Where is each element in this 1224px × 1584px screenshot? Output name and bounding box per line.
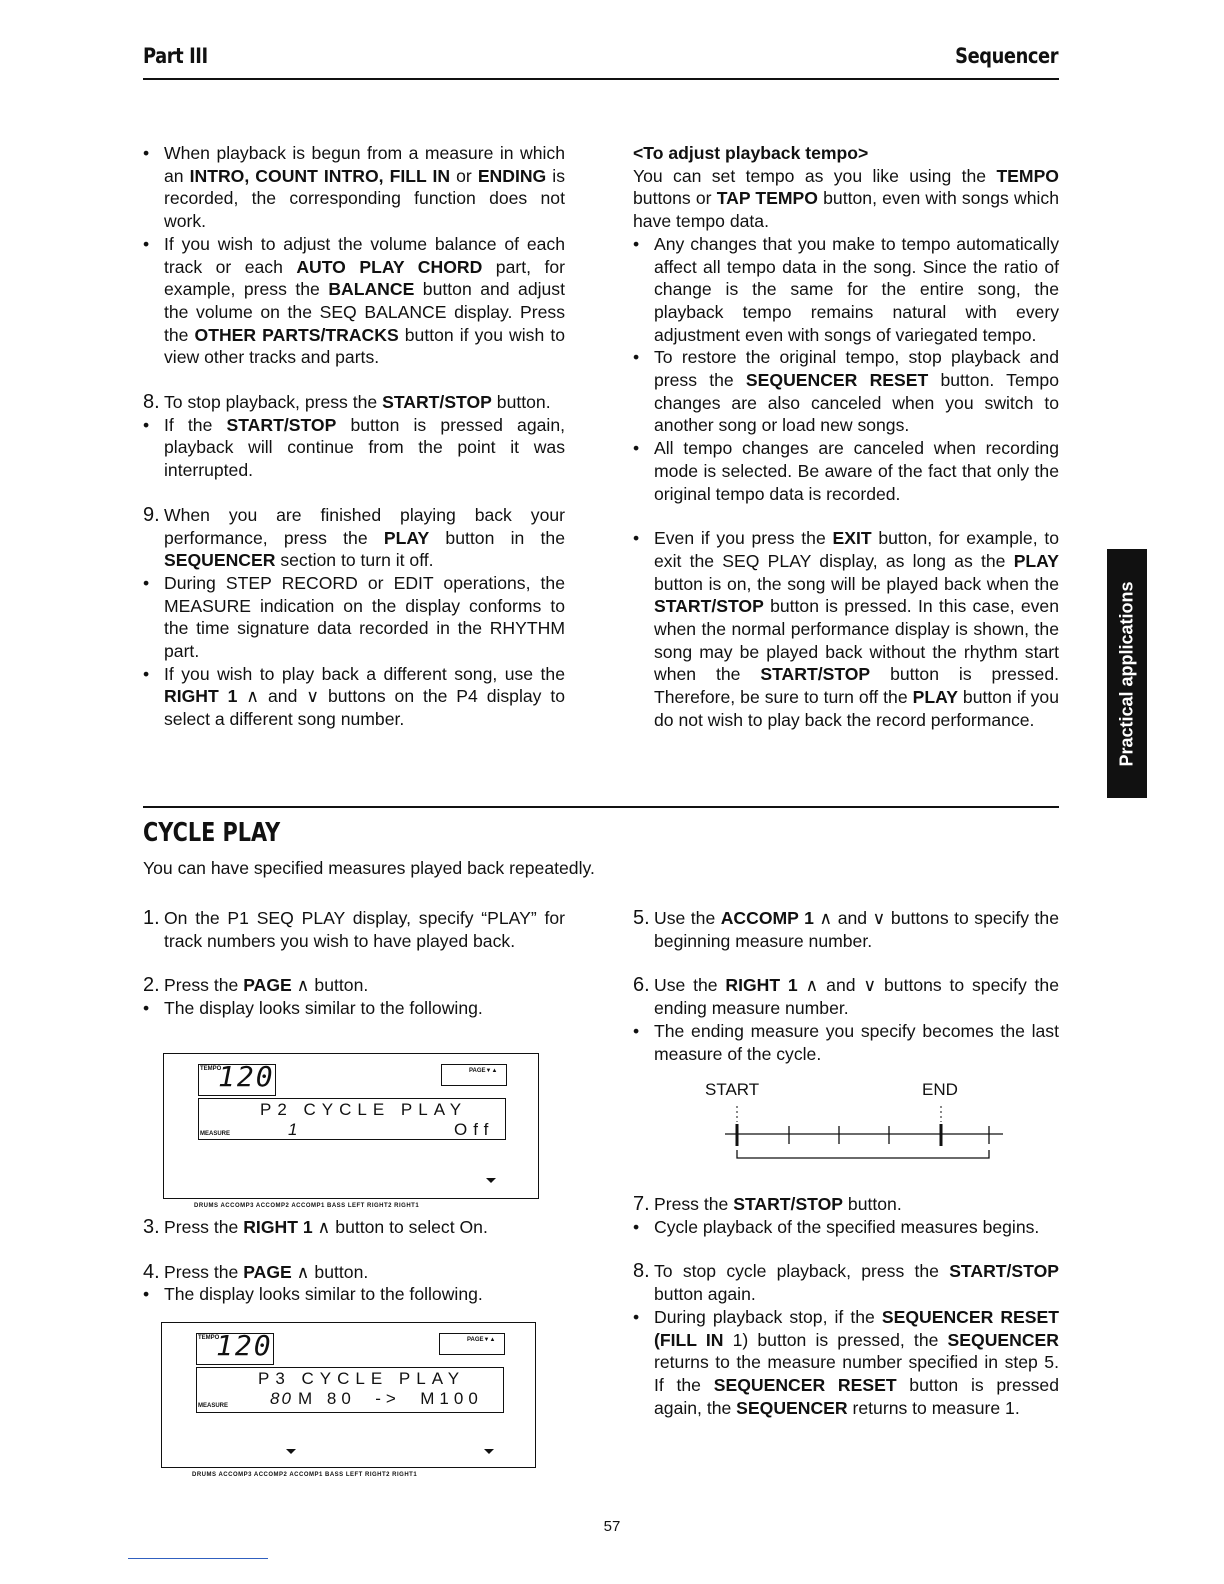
- side-tab: [1107, 549, 1147, 798]
- tempo-intro: You can set tempo as you like using the TEMPO buttons or TAP TEMPO button, even with songs which have tempo data.: [633, 165, 1059, 232]
- step-9: 9. When you are finished playing back your performance, press the PLAY button in the SEQUENCER section to turn it off.: [143, 503, 565, 571]
- diagram-start-label: START: [705, 1080, 760, 1099]
- cycle-step-7-bullet: • Cycle playback of the specified measures begins.: [633, 1216, 1059, 1239]
- bullet-startstop: • If the START/STOP button is pressed again, playback will continue from the point it was interrupted.: [143, 414, 565, 482]
- running-header-left: Part III: [143, 44, 208, 68]
- right-column: [633, 142, 1059, 732]
- lcd-value: Off: [454, 1120, 495, 1139]
- cycle-right-column-2: [633, 1193, 1059, 1419]
- lcd-button-labels: DRUMS ACCOMP3 ACCOMP2 ACCOMP1 BASS LEFT RIGHT2 RIGHT1: [194, 1203, 420, 1209]
- cycle-step-1: 1. On the P1 SEQ PLAY display, specify “PLAY” for track numbers you wish to have played back.: [143, 907, 565, 951]
- bullet-different-song: • If you wish to play back a different song, use the RIGHT 1 ∧ and ∨ buttons on the P4 display to select a different song number.: [143, 663, 565, 731]
- cycle-step-8-bullet: • During playback stop, if the SEQUENCER RESET (FILL IN 1) button is pressed, the SEQUENCER returns to the measure number specified in step 5. If the SEQUENCER RESET button is pressed again, the SEQUENCER returns to measure 1.: [633, 1306, 1059, 1420]
- cycle-step-3: 3. Press the RIGHT 1 ∧ button to select On.: [143, 1216, 488, 1238]
- bullet-exit: • Even if you press the EXIT button, for example, to exit the SEQ PLAY display, as long as the PLAY button is on, the song will be played back when the START/STOP button is pressed. In this case, even when the normal performance display is shown, the song may be played back without the rhythm start when the START/STOP button is pressed. Therefore, be sure to turn off the PLAY button if you do not wish to play back the record performance.: [633, 527, 1059, 731]
- measure-value: 1: [288, 1120, 304, 1139]
- diagram-end-label: END: [922, 1080, 958, 1099]
- section-title: CYCLE PLAY: [143, 818, 281, 848]
- tempo-value: 120: [218, 1060, 275, 1093]
- cycle-step-5: 5. Use the ACCOMP 1 ∧ and ∨ buttons to specify the beginning measure number.: [633, 907, 1059, 951]
- bullet-tempo-cancel: • All tempo changes are canceled when recording mode is selected. Be aware of the fact that only the original tempo data is recorded.: [633, 437, 1059, 505]
- cycle-left-column: [143, 907, 565, 1020]
- page-number: 57: [603, 1518, 621, 1535]
- measure-label: MEASURE: [198, 1403, 229, 1409]
- running-header-right: Sequencer: [955, 44, 1058, 68]
- left-column: [143, 142, 565, 731]
- cycle-left-column-2: [143, 1216, 565, 1306]
- side-tab-label: Practical applications: [1116, 580, 1137, 767]
- down-arrow-icon: [286, 1449, 296, 1454]
- lcd-line1: P2 CYCLE PLAY: [260, 1100, 468, 1119]
- cycle-step-4-bullet: • The display looks similar to the following.: [143, 1283, 565, 1306]
- cycle-right-column: [633, 907, 1059, 1065]
- cycle-diagram: [725, 1104, 1015, 1164]
- measure-label: MEASURE: [200, 1131, 231, 1137]
- cycle-step-7: 7. Press the START/STOP button.: [633, 1193, 902, 1215]
- section-rule: [143, 806, 1059, 808]
- page-label: PAGE▼▲: [469, 1068, 498, 1074]
- footer-line: [128, 1558, 268, 1559]
- lcd-display-p3: [161, 1322, 536, 1478]
- section-intro: You can have specified measures played back repeatedly.: [143, 858, 595, 878]
- cycle-step-2-bullet: • The display looks similar to the following.: [143, 997, 565, 1020]
- lcd-value: M 80 -> M100: [298, 1389, 483, 1408]
- down-arrow-icon: [484, 1449, 494, 1454]
- cycle-step-2: 2. Press the PAGE ∧ button.: [143, 974, 369, 997]
- bullet-step-record: • During STEP RECORD or EDIT operations, the MEASURE indication on the display conforms to the time signature data recorded in the RHYTHM part.: [143, 572, 565, 663]
- tempo-value: 120: [216, 1329, 273, 1362]
- cycle-step-6: 6. Use the RIGHT 1 ∧ and ∨ buttons to specify the ending measure number.: [633, 974, 1060, 1019]
- tempo-heading: <To adjust playback tempo>: [633, 143, 869, 163]
- bullet-tempo-auto: • Any changes that you make to tempo automatically affect all tempo data in the song. Since the ratio of change is the same for the entire song, the playback tempo remains natural with every adjustment even with songs of variegated tempo.: [633, 233, 1059, 347]
- header-rule: [143, 78, 1059, 80]
- bullet-tempo-restore: • To restore the original tempo, stop playback and press the SEQUENCER RESET button. Tempo changes are also canceled when you switch to another song or load new songs.: [633, 346, 1059, 437]
- step-8: 8. To stop playback, press the START/STOP button.: [143, 391, 551, 414]
- cycle-step-4: 4. Press the PAGE ∧ button.: [143, 1260, 369, 1283]
- lcd-line1: P3 CYCLE PLAY: [258, 1369, 466, 1388]
- lcd-display-p2: [163, 1053, 539, 1209]
- tempo-label: TEMPO: [198, 1335, 220, 1341]
- lcd-button-labels: DRUMS ACCOMP3 ACCOMP2 ACCOMP1 BASS LEFT RIGHT2 RIGHT1: [192, 1472, 418, 1478]
- cycle-step-6-bullet: • The ending measure you specify becomes the last measure of the cycle.: [633, 1020, 1059, 1065]
- bullet-intro-func: • When playback is begun from a measure in which an INTRO, COUNT INTRO, FILL IN or ENDING is recorded, the corresponding function does not work.: [143, 142, 565, 233]
- tempo-label: TEMPO: [200, 1066, 222, 1072]
- down-arrow-icon: [486, 1178, 496, 1183]
- bullet-balance: • If you wish to adjust the volume balance of each track or each AUTO PLAY CHORD part, for example, press the BALANCE button and adjust the volume on the SEQ BALANCE display. Press the OTHER PARTS/TRACKS button if you wish to view other tracks and parts.: [143, 233, 565, 369]
- page-label: PAGE▼▲: [467, 1337, 496, 1343]
- cycle-step-8: 8. To stop cycle playback, press the START/STOP button again.: [633, 1260, 1059, 1305]
- measure-value: 80: [270, 1389, 293, 1408]
